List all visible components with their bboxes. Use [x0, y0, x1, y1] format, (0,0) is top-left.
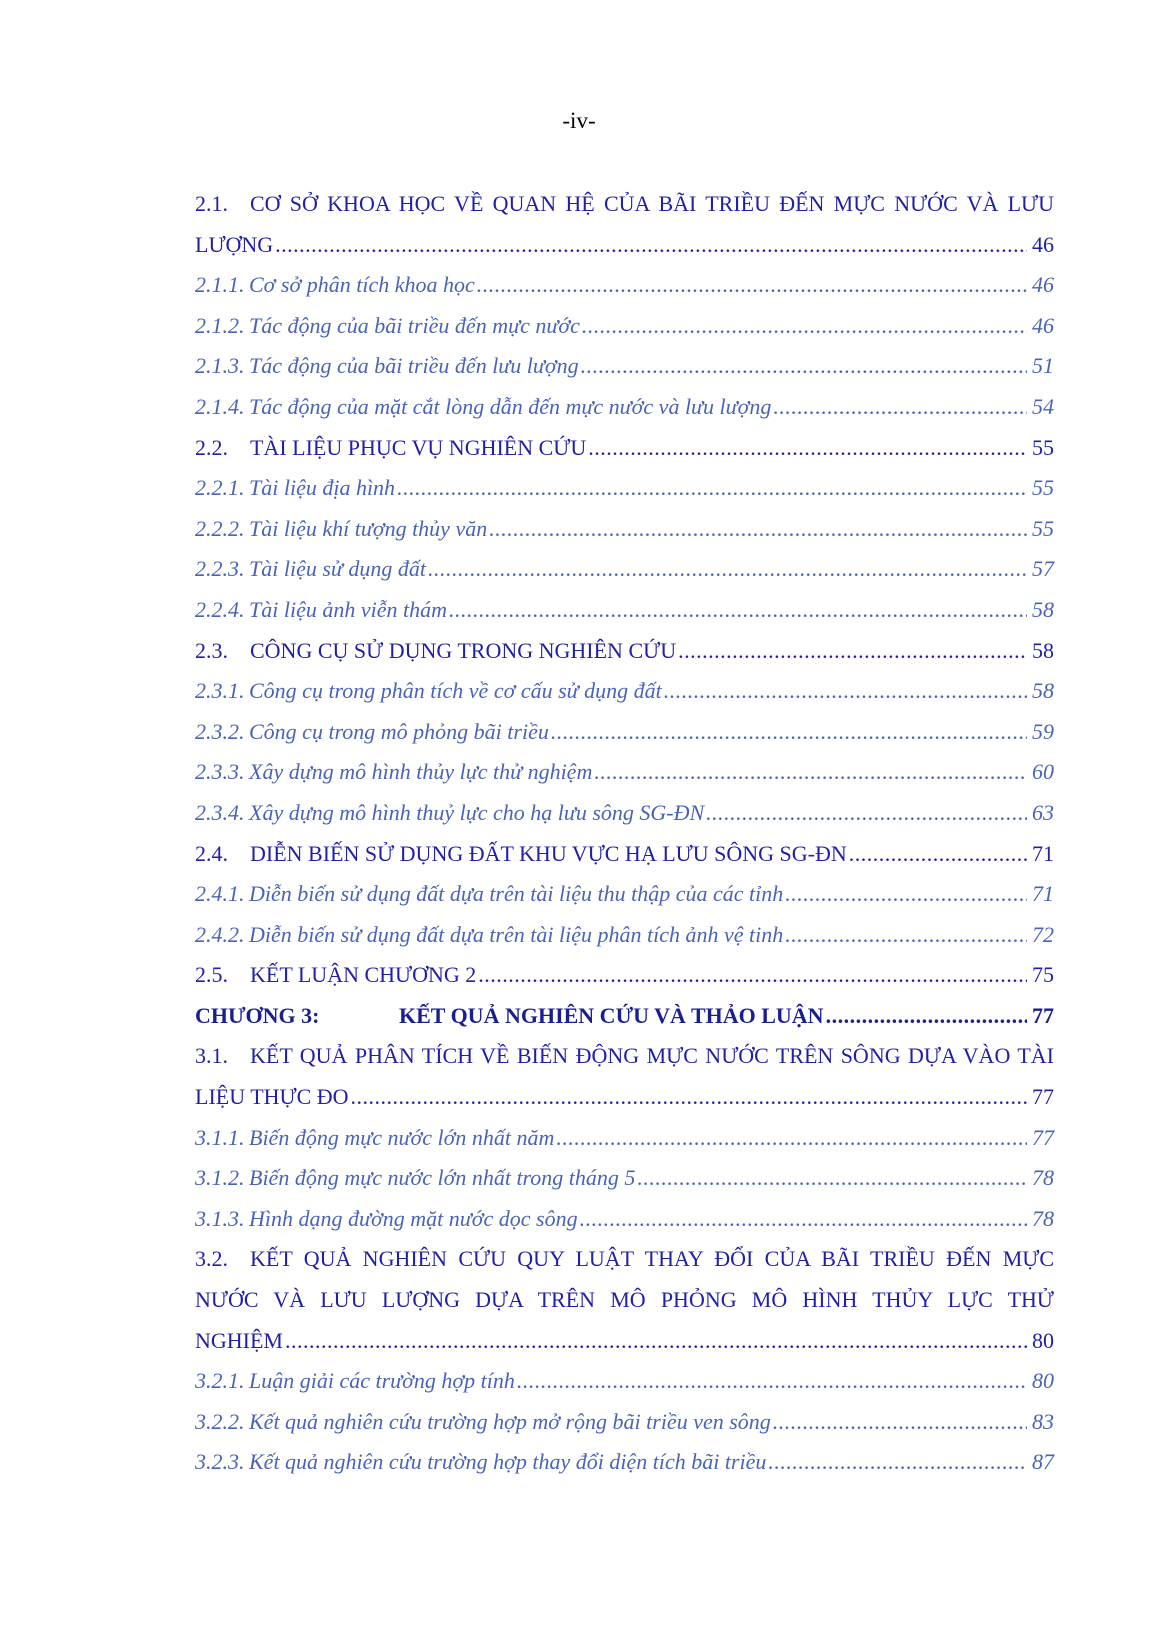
toc-entry-number: 3.1.3. [195, 1205, 245, 1231]
toc-entry-title: Kết quả nghiên cứu trường hợp thay đổi diện tích bãi triều [249, 1449, 767, 1475]
toc-entry-title-end: NGHIỆM [195, 1327, 283, 1353]
toc-entry-2-1-3[interactable] [195, 346, 1054, 387]
dot-leader [478, 955, 1027, 996]
toc-entry-number: 2.1.3. [195, 353, 245, 379]
dot-leader [489, 509, 1027, 550]
toc-entry-number: 2.2.3. [195, 556, 245, 582]
dot-leader [594, 752, 1027, 793]
toc-entry-page: 60 [1032, 759, 1054, 785]
table-of-contents [195, 184, 1054, 1483]
toc-entry-chapter-3[interactable] [195, 996, 1054, 1037]
dot-leader [637, 1158, 1027, 1199]
toc-entry-page: 77 [1032, 1124, 1054, 1150]
toc-entry-title: Biến động mực nước lớn nhất trong tháng 5 [249, 1165, 636, 1191]
toc-entry-title: Cơ sở phân tích khoa học [249, 272, 475, 298]
toc-entry-2-2-4[interactable] [195, 590, 1054, 631]
toc-entry-title: Diễn biến sử dụng đất dựa trên tài liệu thu thập của các tỉnh [249, 881, 784, 907]
toc-entry-title: Công cụ trong phân tích về cơ cấu sử dụng đất [249, 678, 662, 704]
toc-entry-page: 58 [1032, 596, 1054, 622]
toc-entry-number: 2.4.2. [195, 921, 245, 947]
toc-entry-title: Tài liệu ảnh viễn thám [249, 596, 447, 622]
toc-entry-page: 57 [1032, 556, 1054, 582]
toc-entry-line [195, 1036, 1054, 1077]
dot-leader [773, 1402, 1027, 1443]
toc-entry-title: Tài liệu sử dụng đất [249, 556, 427, 582]
toc-entry-number: 2.1.4. [195, 393, 245, 419]
toc-entry-2-1-4[interactable] [195, 387, 1054, 428]
toc-entry-number: 2.2.2. [195, 515, 245, 541]
dot-leader [556, 1118, 1027, 1159]
toc-entry-page: 78 [1032, 1205, 1054, 1231]
toc-entry-title: Tài liệu khí tượng thủy văn [249, 515, 488, 541]
toc-entry-page: 55 [1032, 515, 1054, 541]
toc-entry-page: 72 [1032, 921, 1054, 947]
toc-entry-title: CÔNG CỤ SỬ DỤNG TRONG NGHIÊN CỨU [250, 637, 677, 663]
toc-entry-2-2[interactable] [195, 428, 1054, 469]
toc-entry-2-1[interactable] [195, 184, 1054, 265]
toc-entry-number: 2.3.4. [195, 799, 245, 825]
dot-leader [678, 631, 1027, 672]
toc-entry-title: DIỄN BIẾN SỬ DỤNG ĐẤT KHU VỰC HẠ LƯU SÔNG SG-ĐN [250, 840, 847, 866]
toc-entry-number: 3.2. [195, 1246, 228, 1272]
toc-entry-number: 2.3.3. [195, 759, 245, 785]
dot-leader [351, 1077, 1027, 1118]
toc-entry-2-4[interactable] [195, 834, 1054, 875]
dot-leader [785, 915, 1027, 956]
toc-entry-3-2[interactable] [195, 1239, 1054, 1361]
toc-entry-title-end: LƯỢNG [195, 231, 274, 257]
toc-entry-title: KẾT QUẢ NGHIÊN CỨU VÀ THẢO LUẬN [399, 1002, 824, 1028]
toc-entry-page: 71 [1032, 840, 1054, 866]
dot-leader [582, 306, 1027, 347]
toc-entry-number: 2.3. [195, 637, 228, 663]
toc-entry-number: 2.3.2. [195, 718, 245, 744]
toc-entry-number: 2.2.1. [195, 475, 245, 501]
toc-entry-title: Tài liệu địa hình [249, 475, 396, 501]
toc-entry-page: 83 [1032, 1408, 1054, 1434]
toc-entry-number: 3.1. [195, 1043, 228, 1069]
toc-entry-line [195, 1239, 1054, 1280]
dot-leader [706, 793, 1027, 834]
toc-entry-number: 3.2.1. [195, 1368, 245, 1394]
dot-leader [275, 225, 1027, 266]
toc-entry-title: KẾT QUẢ NGHIÊN CỨU QUY LUẬT THAY ĐỔI CỦA BÃI TRIỀU ĐẾN MỰC [250, 1246, 1054, 1272]
page-number: -iv- [562, 108, 596, 133]
toc-entry-2-2-3[interactable] [195, 549, 1054, 590]
toc-entry-2-4-2[interactable] [195, 915, 1054, 956]
toc-entry-2-2-1[interactable] [195, 468, 1054, 509]
toc-entry-page: 75 [1032, 962, 1054, 988]
dot-leader [397, 468, 1027, 509]
toc-entry-number: 2.4.1. [195, 881, 245, 907]
toc-entry-page: 51 [1032, 353, 1054, 379]
dot-leader [551, 712, 1027, 753]
toc-entry-number: 2.1.1. [195, 272, 245, 298]
toc-entry-title: Tác động của bãi triều đến lưu lượng [249, 353, 579, 379]
toc-entry-number: 2.4. [195, 840, 228, 866]
toc-entry-page: 58 [1032, 678, 1054, 704]
toc-entry-number: 3.2.3. [195, 1449, 245, 1475]
toc-entry-page: 77 [1032, 1084, 1054, 1110]
toc-entry-page: 55 [1032, 475, 1054, 501]
toc-entry-number: 2.2.4. [195, 596, 245, 622]
toc-entry-title: Hình dạng đường mặt nước dọc sông [249, 1205, 578, 1231]
dot-leader [285, 1321, 1027, 1362]
toc-entry-page: 54 [1032, 393, 1054, 419]
toc-entry-page: 63 [1032, 799, 1054, 825]
toc-entry-2-5[interactable] [195, 955, 1054, 996]
toc-entry-title: NƯỚC VÀ LƯU LƯỢNG DỰA TRÊN MÔ PHỎNG MÔ HÌNH THỦY LỰC THỬ [195, 1287, 1054, 1313]
toc-entry-page: 46 [1032, 231, 1054, 257]
dot-leader [517, 1361, 1027, 1402]
dot-leader [580, 1199, 1027, 1240]
dot-leader [785, 874, 1027, 915]
toc-entry-title: Xây dựng mô hình thủy lực thử nghiệm [249, 759, 593, 785]
toc-entry-2-3-2[interactable] [195, 712, 1054, 753]
toc-entry-title-end: LIỆU THỰC ĐO [195, 1084, 349, 1110]
toc-entry-title: CƠ SỞ KHOA HỌC VỀ QUAN HỆ CỦA BÃI TRIỀU ĐẾN MỰC NƯỚC VÀ LƯU [250, 191, 1054, 216]
dot-leader [477, 265, 1027, 306]
toc-entry-3-2-1[interactable] [195, 1361, 1054, 1402]
toc-entry-2-1-1[interactable] [195, 265, 1054, 306]
dot-leader [428, 549, 1027, 590]
toc-entry-number: CHƯƠNG 3: [195, 1002, 320, 1028]
toc-entry-title: TÀI LIỆU PHỤC VỤ NGHIÊN CỨU [250, 434, 587, 460]
toc-entry-page: 59 [1032, 718, 1054, 744]
toc-entry-number: 3.2.2. [195, 1408, 245, 1434]
toc-entry-3-1-1[interactable] [195, 1118, 1054, 1159]
toc-entry-line [195, 184, 1054, 225]
toc-entry-2-1-2[interactable] [195, 306, 1054, 347]
toc-entry-page: 46 [1032, 272, 1054, 298]
toc-entry-title: Biến động mực nước lớn nhất năm [249, 1124, 555, 1150]
toc-entry-page: 77 [1032, 1002, 1054, 1028]
toc-entry-page: 87 [1032, 1449, 1054, 1475]
dot-leader [826, 996, 1027, 1037]
toc-entry-number: 2.1. [195, 191, 228, 216]
dot-leader [449, 590, 1027, 631]
dot-leader [581, 346, 1027, 387]
toc-entry-page: 80 [1032, 1327, 1054, 1353]
toc-entry-2-3-3[interactable] [195, 752, 1054, 793]
toc-entry-page: 71 [1032, 881, 1054, 907]
toc-entry-number: 3.1.2. [195, 1165, 245, 1191]
toc-entry-2-3-1[interactable] [195, 671, 1054, 712]
dot-leader [849, 834, 1027, 875]
toc-entry-title: Tác động của mặt cắt lòng dẫn đến mực nước và lưu lượng [249, 393, 772, 419]
toc-entry-3-1[interactable] [195, 1036, 1054, 1117]
toc-entry-3-2-3[interactable] [195, 1442, 1054, 1483]
toc-entry-line [195, 1280, 1054, 1321]
toc-entry-3-1-3[interactable] [195, 1199, 1054, 1240]
toc-entry-title: Diễn biến sử dụng đất dựa trên tài liệu phân tích ảnh vệ tinh [249, 921, 784, 947]
dot-leader [588, 428, 1027, 469]
toc-entry-2-4-1[interactable] [195, 874, 1054, 915]
toc-entry-page: 80 [1032, 1368, 1054, 1394]
toc-entry-number: 2.1.2. [195, 312, 245, 338]
toc-entry-title: KẾT LUẬN CHƯƠNG 2 [250, 962, 477, 988]
toc-entry-number: 2.2. [195, 434, 228, 460]
toc-entry-page: 55 [1032, 434, 1054, 460]
dot-leader [768, 1442, 1027, 1483]
toc-entry-2-2-2[interactable] [195, 509, 1054, 550]
toc-entry-number: 2.3.1. [195, 678, 245, 704]
toc-entry-page: 78 [1032, 1165, 1054, 1191]
toc-entry-number: 2.5. [195, 962, 228, 988]
dot-leader [664, 671, 1027, 712]
toc-entry-3-1-2[interactable] [195, 1158, 1054, 1199]
dot-leader [773, 387, 1027, 428]
toc-entry-2-3[interactable] [195, 631, 1054, 672]
toc-entry-title: Xây dựng mô hình thuỷ lực cho hạ lưu sông SG-ĐN [249, 799, 705, 825]
toc-entry-page: 46 [1032, 312, 1054, 338]
toc-entry-title: Luận giải các trường hợp tính [249, 1368, 515, 1394]
toc-entry-number: 3.1.1. [195, 1124, 245, 1150]
toc-entry-3-2-2[interactable] [195, 1402, 1054, 1443]
toc-entry-title: Công cụ trong mô phỏng bãi triều [249, 718, 549, 744]
toc-entry-title: Kết quả nghiên cứu trường hợp mở rộng bãi triều ven sông [249, 1408, 771, 1434]
toc-entry-page: 58 [1032, 637, 1054, 663]
toc-entry-2-3-4[interactable] [195, 793, 1054, 834]
toc-entry-title: Tác động của bãi triều đến mực nước [249, 312, 580, 338]
toc-entry-title: KẾT QUẢ PHÂN TÍCH VỀ BIẾN ĐỘNG MỰC NƯỚC TRÊN SÔNG DỰA VÀO TÀI [250, 1043, 1054, 1069]
